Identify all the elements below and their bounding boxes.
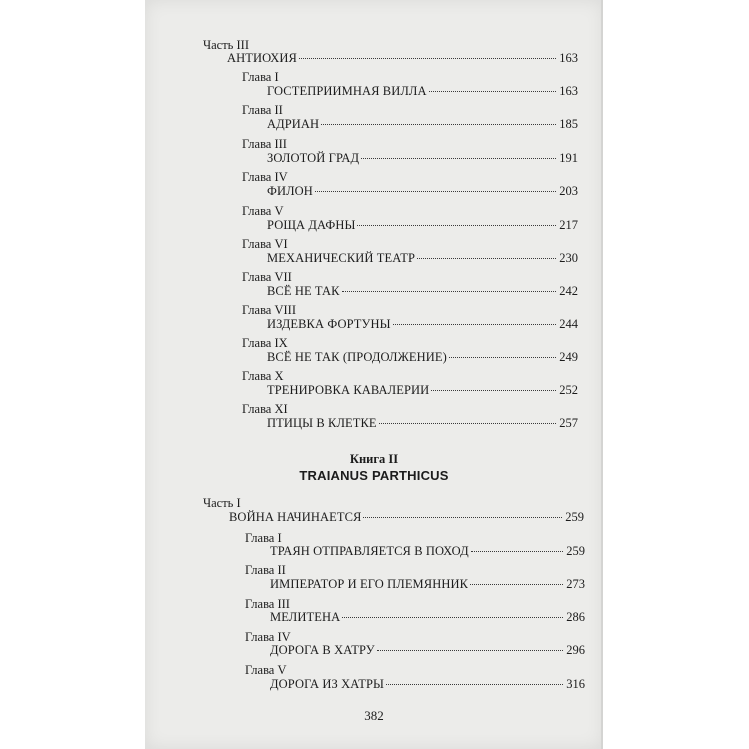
page-number: 259: [566, 544, 585, 558]
dot-leader: [363, 517, 562, 518]
dot-leader: [417, 258, 556, 259]
dot-leader: [299, 58, 556, 59]
book-title: TRAIANUS PARTHICUS: [299, 468, 449, 483]
toc-chapter-entry[interactable]: [267, 317, 578, 332]
chapter-label: Глава IX: [242, 336, 288, 350]
toc-chapter-entry[interactable]: [270, 544, 585, 559]
chapter-label: Глава X: [242, 369, 284, 383]
dot-leader: [361, 158, 556, 159]
chapter-title: РОЩА ДАФНЫ: [267, 218, 356, 232]
page-number: 203: [559, 184, 578, 198]
page-edge: [601, 0, 603, 749]
book-label: Книга II: [349, 452, 399, 466]
toc-chapter-entry[interactable]: [270, 577, 585, 592]
chapter-title: МЕЛИТЕНА: [270, 610, 341, 624]
toc-chapter-entry[interactable]: [270, 610, 585, 625]
page-number: 257: [559, 416, 578, 430]
toc-chapter-entry[interactable]: [267, 251, 578, 266]
toc-chapter-entry[interactable]: [270, 677, 585, 692]
chapter-label: Глава IV: [245, 630, 291, 644]
chapter-label: Глава V: [242, 204, 284, 218]
chapter-title: ДОРОГА В ХАТРУ: [270, 643, 375, 657]
chapter-label: Глава V: [245, 663, 287, 677]
chapter-title: МЕХАНИЧЕСКИЙ ТЕАТР: [267, 251, 416, 265]
page-number: 249: [559, 350, 578, 364]
toc-chapter-entry[interactable]: [267, 151, 578, 166]
chapter-label: Глава VI: [242, 237, 288, 251]
dot-leader: [386, 684, 563, 685]
toc-chapter-entry[interactable]: [267, 117, 578, 132]
chapter-title: ФИЛОН: [267, 184, 313, 198]
dot-leader: [357, 225, 556, 226]
toc-chapter-entry[interactable]: [267, 350, 578, 365]
page-number: 316: [566, 677, 585, 691]
chapter-title: ТРАЯН ОТПРАВЛЯЕТСЯ В ПОХОД: [270, 544, 469, 558]
toc-chapter-entry[interactable]: [267, 184, 578, 199]
page-folio: 382: [364, 708, 384, 723]
dot-leader: [393, 324, 557, 325]
page-number: 217: [559, 218, 578, 232]
page-number: 230: [559, 251, 578, 265]
part-title: АНТИОХИЯ: [227, 51, 297, 65]
page-number: 259: [565, 510, 584, 524]
chapter-label: Глава II: [245, 563, 286, 577]
chapter-label: Глава VIII: [242, 303, 296, 317]
chapter-label: Глава III: [242, 137, 287, 151]
dot-leader: [429, 91, 557, 92]
chapter-title: ТРЕНИРОВКА КАВАЛЕРИИ: [267, 383, 430, 397]
chapter-title: ВСЁ НЕ ТАК (ПРОДОЛЖЕНИЕ): [267, 350, 447, 364]
page-number: 252: [559, 383, 578, 397]
chapter-title: ИМПЕРАТОР И ЕГО ПЛЕМЯННИК: [270, 577, 469, 591]
dot-leader: [471, 551, 563, 552]
dot-leader: [315, 191, 556, 192]
chapter-label: Глава IV: [242, 170, 288, 184]
dot-leader: [431, 390, 556, 391]
chapter-label: Глава I: [242, 70, 279, 84]
part-title: ВОЙНА НАЧИНАЕТСЯ: [229, 510, 362, 524]
chapter-label: Глава XI: [242, 402, 288, 416]
toc-chapter-entry[interactable]: [267, 218, 578, 233]
page-number: 191: [559, 151, 578, 165]
toc-chapter-entry[interactable]: [267, 383, 578, 398]
page-number: 242: [559, 284, 578, 298]
page-number: 286: [566, 610, 585, 624]
chapter-label: Глава III: [245, 597, 290, 611]
page-number: 273: [566, 577, 585, 591]
page-number: 244: [559, 317, 578, 331]
chapter-label: Глава II: [242, 103, 283, 117]
part-label: Часть I: [203, 496, 241, 510]
toc-chapter-entry[interactable]: [267, 284, 578, 299]
chapter-title: ЗОЛОТОЙ ГРАД: [267, 151, 360, 165]
dot-leader: [449, 357, 556, 358]
dot-leader: [342, 291, 557, 292]
chapter-title: ДОРОГА ИЗ ХАТРЫ: [270, 677, 385, 691]
toc-chapter-entry[interactable]: [267, 416, 578, 431]
chapter-label: Глава I: [245, 531, 282, 545]
dot-leader: [321, 124, 556, 125]
dot-leader: [342, 617, 563, 618]
book-page: [145, 0, 603, 749]
dot-leader: [470, 584, 563, 585]
toc-part-entry[interactable]: [229, 510, 584, 525]
chapter-title: ВСЁ НЕ ТАК: [267, 284, 340, 298]
page-number: 296: [566, 643, 585, 657]
dot-leader: [377, 650, 564, 651]
page-number: 163: [559, 51, 578, 65]
chapter-title: АДРИАН: [267, 117, 320, 131]
page-number: 163: [559, 84, 578, 98]
page-number: 185: [559, 117, 578, 131]
part-label: Часть III: [203, 38, 249, 52]
chapter-label: Глава VII: [242, 270, 292, 284]
toc-chapter-entry[interactable]: [270, 643, 585, 658]
dot-leader: [379, 423, 557, 424]
chapter-title: ИЗДЕВКА ФОРТУНЫ: [267, 317, 391, 331]
toc-part-entry[interactable]: [227, 51, 578, 66]
toc-chapter-entry[interactable]: [267, 84, 578, 99]
chapter-title: ГОСТЕПРИИМНАЯ ВИЛЛА: [267, 84, 427, 98]
chapter-title: ПТИЦЫ В КЛЕТКЕ: [267, 416, 377, 430]
